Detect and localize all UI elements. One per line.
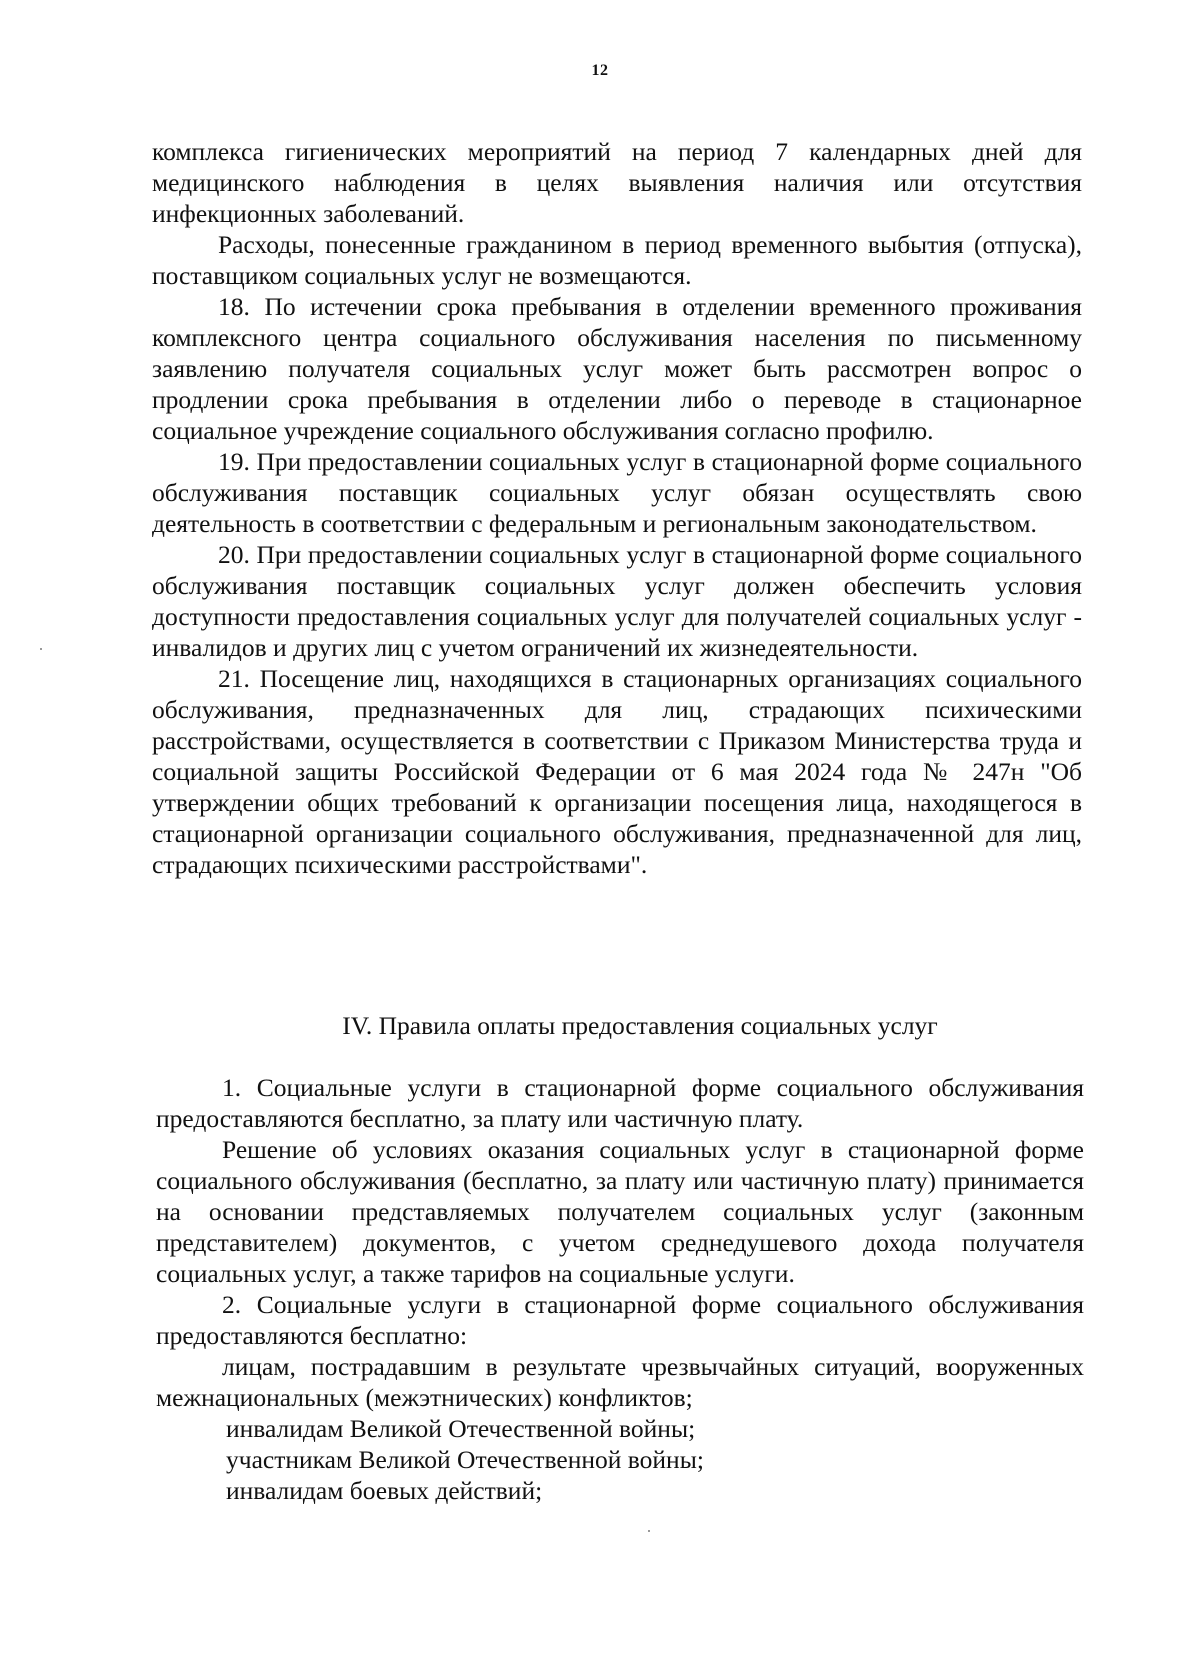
paragraph: 20. При предоставлении социальных услуг в стационарной форме социального обслуживания поставщик социальных услуг должен обеспечить условия доступности предоставления социальных услуг для получателей социальных услуг - инвалидов и других лиц с учетом ограничений их жизнедеятельности. bbox=[152, 540, 1082, 662]
scan-speck bbox=[40, 648, 42, 650]
paragraph: Расходы, понесенные гражданином в период временного выбытия (отпуска), поставщиком социальных услуг не возмещаются. bbox=[152, 230, 1082, 290]
paragraph: 19. При предоставлении социальных услуг в стационарной форме социального обслуживания поставщик социальных услуг обязан осуществлять свою деятельность в соответствии с федеральным и региональным законодательством. bbox=[152, 447, 1082, 538]
section-heading: IV. Правила оплаты предоставления социальных услуг bbox=[342, 1011, 938, 1040]
paragraph: лицам, пострадавшим в результате чрезвычайных ситуаций, вооруженных межнациональных (межэтнических) конфликтов; bbox=[156, 1352, 1084, 1412]
paragraph: 21. Посещение лиц, находящихся в стационарных организациях социального обслуживания, предназначенных для лиц, страдающих психическими расстройствами, осуществляется в соответствии с Приказом Министерства труда и социальной защиты Российской Федерации от 6 мая 2024 года № 247н "Об утверждении общих требований к организации посещения лица, находящегося в стационарной организации социального обслуживания, предназначенной для лиц, страдающих психическими расстройствами". bbox=[152, 664, 1082, 879]
paragraph: 1. Социальные услуги в стационарной форме социального обслуживания предоставляются бесплатно, за плату или частичную плату. bbox=[156, 1073, 1084, 1133]
paragraph: комплекса гигиенических мероприятий на период 7 календарных дней для медицинского наблюдения в целях выявления наличия или отсутствия инфекционных заболеваний. bbox=[152, 137, 1082, 228]
page-number: 12 bbox=[591, 62, 609, 79]
scan-speck bbox=[648, 1530, 650, 1532]
list-item: инвалидам боевых действий; bbox=[226, 1476, 543, 1505]
paragraph: 2. Социальные услуги в стационарной форме социального обслуживания предоставляются бесплатно: bbox=[156, 1290, 1084, 1350]
paragraph: Решение об условиях оказания социальных услуг в стационарной форме социального обслуживания (бесплатно, за плату или частичную плату) принимается на основании представляемых получателем социальных услуг (законным представителем) документов, с учетом среднедушевого дохода получателя социальных услуг, а также тарифов на социальные услуги. bbox=[156, 1135, 1084, 1288]
list-item: инвалидам Великой Отечественной войны; bbox=[226, 1414, 696, 1443]
list-item: участникам Великой Отечественной войны; bbox=[226, 1445, 704, 1474]
text-block-section-iv bbox=[156, 1072, 1084, 1506]
text-block-continuation bbox=[152, 136, 1082, 880]
paragraph: 18. По истечении срока пребывания в отделении временного проживания комплексного центра социального обслуживания населения по письменному заявлению получателя социальных услуг может быть рассмотрен вопрос о продлении срока пребывания в отделении либо о переводе в стационарное социальное учреждение социального обслуживания согласно профилю. bbox=[152, 292, 1082, 445]
